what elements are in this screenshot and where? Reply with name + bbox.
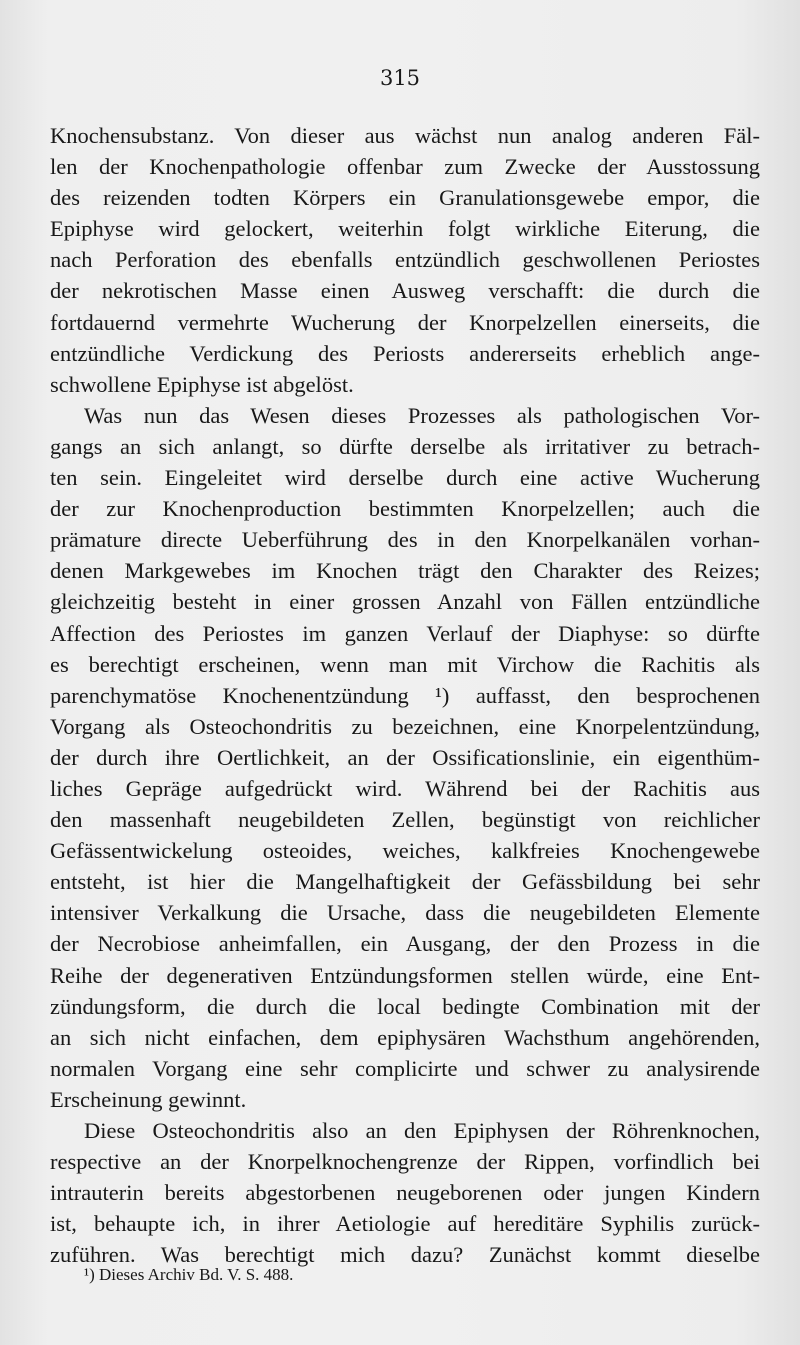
text-line: Reihe der degenerativen Entzündungsformen stellen würde, eine Ent- (50, 962, 760, 988)
text-line: Affection des Periostes im ganzen Verlauf der Diaphyse: so dürfte (50, 620, 760, 646)
text-line: len der Knochenpathologie offenbar zum Zwecke der Ausstossung (50, 154, 760, 180)
text-line: zündungsform, die durch die local bedingte Combination mit der (50, 993, 760, 1019)
text-line: ten sein. Eingeleitet wird derselbe durch eine active Wucherung (50, 465, 760, 491)
footnote-marker: ¹) (84, 1265, 95, 1284)
body-text (50, 120, 760, 1270)
page-number: 315 (379, 66, 421, 90)
text-line: normalen Vorgang eine sehr complicirte und schwer zu analysirende (50, 1055, 760, 1081)
text-line: entzündliche Verdickung des Periosts andererseits erheblich ange- (50, 340, 760, 366)
text-line: des reizenden todten Körpers ein Granulationsgewebe empor, die (50, 185, 760, 211)
text-line: Diese Osteochondritis also an den Epiphysen der Röhrenknochen, (84, 1118, 760, 1143)
footnote-text: Dieses Archiv Bd. V. S. 488. (99, 1265, 294, 1284)
text-line: Was nun das Wesen dieses Prozesses als pathologischen Vor- (84, 402, 760, 428)
text-line: fortdauernd vermehrte Wucherung der Knorpelzellen einerseits, die (50, 309, 760, 335)
text-line: der durch ihre Oertlichkeit, an der Ossificationslinie, ein eigenthüm- (50, 744, 760, 770)
text-line: intrauterin bereits abgestorbenen neugeborenen oder jungen Kindern (50, 1180, 760, 1206)
text-line: der nekrotischen Masse einen Ausweg verschafft: die durch die (50, 278, 760, 304)
text-line: zuführen. Was berechtigt mich dazu? Zunächst kommt dieselbe (50, 1242, 760, 1268)
text-line: prämature directe Ueberführung des in den Knorpelkanälen vorhan- (50, 527, 760, 553)
text-line: parenchymatöse Knochenentzündung ¹) auffasst, den besprochenen (50, 682, 760, 708)
text-line: an sich nicht einfachen, dem epiphysären Wachsthum angehörenden, (50, 1024, 760, 1050)
text-line: den massenhaft neugebildeten Zellen, begünstigt von reichlicher (50, 807, 760, 833)
text-line: Knochensubstanz. Von dieser aus wächst nun analog anderen Fäl- (50, 123, 760, 148)
text-line: respective an der Knorpelknochengrenze der Rippen, vorfindlich bei (50, 1149, 760, 1175)
text-line: denen Markgewebes im Knochen trägt den Charakter des Reizes; (50, 558, 760, 584)
text-line: ist, behaupte ich, in ihrer Aetiologie auf hereditäre Syphilis zurück- (50, 1211, 760, 1237)
text-line: gleichzeitig besteht in einer grossen Anzahl von Fällen entzündliche (50, 589, 760, 615)
text-line: entsteht, ist hier die Mangelhaftigkeit der Gefässbildung bei sehr (50, 869, 760, 895)
text-line: der Necrobiose anheimfallen, ein Ausgang, der den Prozess in die (50, 931, 760, 957)
text-line: Vorgang als Osteochondritis zu bezeichnen, eine Knorpelentzündung, (50, 713, 760, 739)
text-line: Epiphyse wird gelockert, weiterhin folgt wirkliche Eiterung, die (50, 216, 760, 242)
footnote (84, 1265, 293, 1285)
text-line: Gefässentwickelung osteoides, weiches, kalkfreies Knochengewebe (50, 838, 760, 864)
text-line: Erscheinung gewinnt. (50, 1086, 247, 1112)
text-line: der zur Knochenproduction bestimmten Knorpelzellen; auch die (50, 496, 760, 522)
text-line: es berechtigt erscheinen, wenn man mit Virchow die Rachitis als (50, 651, 760, 677)
text-line: nach Perforation des ebenfalls entzündlich geschwollenen Periostes (50, 247, 760, 273)
text-line: intensiver Verkalkung die Ursache, dass die neugebildeten Elemente (50, 900, 760, 926)
text-line: gangs an sich anlangt, so dürfte derselbe als irritativer zu betrach- (50, 433, 760, 459)
text-line: schwollene Epiphyse ist abgelöst. (50, 371, 354, 397)
text-line: liches Gepräge aufgedrückt wird. Während bei der Rachitis aus (50, 775, 760, 801)
